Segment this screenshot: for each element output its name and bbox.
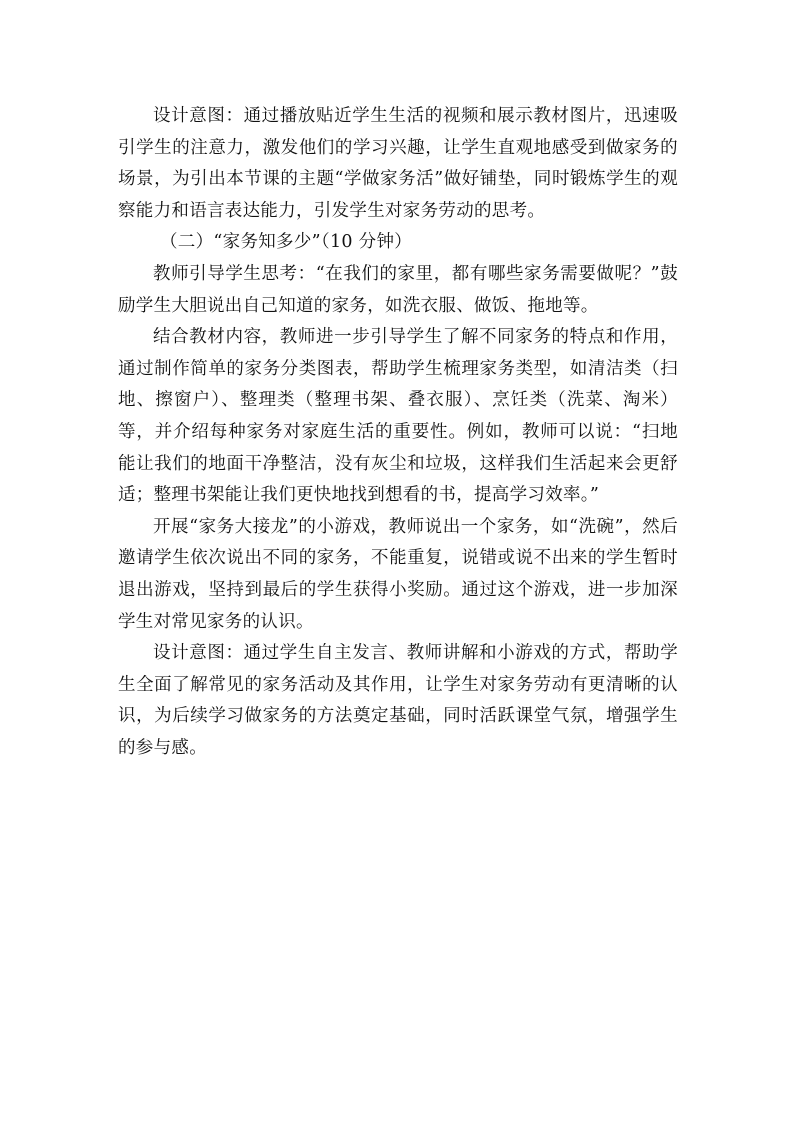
chore-relay-game-paragraph: 开展“家务大接龙”的小游戏，教师说出一个家务，如“洗碗”，然后邀请学生依次说出不同的家务，不能重复，说错或说不出来的学生暂时退出游戏，坚持到最后的学生获得小奖励。通过这个游戏，进一步加深学生对常见家务的认识。 bbox=[118, 516, 678, 632]
design-intent-paragraph-1: 设计意图：通过播放贴近学生生活的视频和展示教材图片，迅速吸引学生的注意力，激发他们的学习兴趣，让学生直观地感受到做家务的场景，为引出本节课的主题“学做家务活”做好铺垫，同时锻炼学生的观察能力和语言表达能力，引发学生对家务劳动的思考。 bbox=[118, 106, 678, 221]
teacher-guide-paragraph: 教师引导学生思考：“在我们的家里，都有哪些家务需要做呢？”鼓励学生大胆说出自己知道的家务，如洗衣服、做饭、拖地等。 bbox=[118, 263, 678, 316]
document-body bbox=[118, 101, 678, 764]
textbook-content-paragraph: 结合教材内容，教师进一步引导学生了解不同家务的特点和作用，通过制作简单的家务分类图表，帮助学生梳理家务类型，如清洁类（扫地、擦窗户）、整理类（整理书架、叠衣服）、烹饪类（洗菜、淘米）等，并介绍每种家务对家庭生活的重要性。例如，教师可以说：“扫地能让我们的地面干净整洁，没有灰尘和垃圾，这样我们生活起来会更舒适；整理书架能让我们更快地找到想看的书，提高学习效率。” bbox=[118, 327, 678, 506]
section-heading-household-chores: （二）“家务知多少”（10 分钟） bbox=[160, 232, 413, 253]
design-intent-paragraph-2: 设计意图：通过学生自主发言、教师讲解和小游戏的方式，帮助学生全面了解常见的家务活动及其作用，让学生对家务劳动有更清晰的认识，为后续学习做家务的方法奠定基础，同时活跃课堂气氛，增强学生的参与感。 bbox=[118, 643, 678, 758]
